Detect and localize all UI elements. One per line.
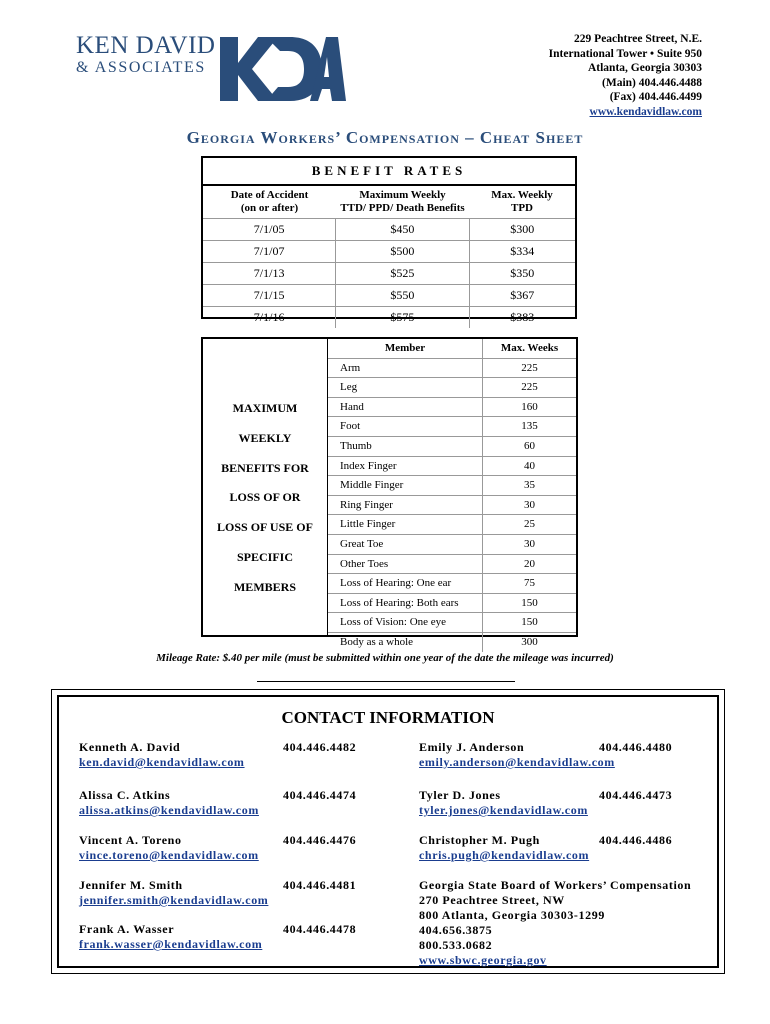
contact-name: Emily J. Anderson	[419, 740, 525, 754]
table-row: Middle Finger 35	[328, 476, 576, 496]
specific-members-table	[201, 337, 578, 648]
contact-phone: 404.446.4476	[283, 833, 357, 847]
benefit-rates-column-headers	[203, 186, 575, 218]
kda-logo-icon	[218, 33, 346, 103]
col-tpd-header: Max. Weekly TPD	[491, 189, 553, 214]
contact-email-link[interactable]: alissa.atkins@kendavidlaw.com	[79, 803, 259, 817]
members-side-label: MAXIMUM WEEKLY BENEFITS FOR LOSS OF OR LOSS OF USE OF SPECIFIC MEMBERS	[203, 339, 328, 635]
contact-email-link[interactable]: frank.wasser@kendavidlaw.com	[79, 937, 263, 951]
table-row: Body as a whole 300	[328, 633, 576, 652]
contact-email-link[interactable]: emily.anderson@kendavidlaw.com	[419, 755, 615, 769]
table-row: Ring Finger 30	[328, 496, 576, 516]
contact-email-link[interactable]: vince.toreno@kendavidlaw.com	[79, 848, 259, 862]
table-row: Little Finger 25	[328, 515, 576, 535]
contact-name: Christopher M. Pugh	[419, 833, 540, 847]
table-row: Loss of Vision: One eye 150	[328, 613, 576, 633]
table-row: 7/1/15 $550 $367	[203, 285, 575, 307]
mileage-rate-note: Mileage Rate: $.40 per mile (must be submitted within one year of the date the mileage was incurred)	[156, 652, 614, 664]
contact-name: Kenneth A. David	[79, 740, 181, 754]
logo-name: KEN DAVID	[76, 32, 216, 59]
table-row: 7/1/07 $500 $334	[203, 241, 575, 263]
contact-phone: 404.446.4478	[283, 922, 357, 936]
page-title: Georgia Workers’ Compensation – Cheat Sheet	[186, 128, 584, 147]
table-row: Hand 160	[328, 398, 576, 418]
table-row: 7/1/16 $575 $383	[203, 307, 575, 328]
col-ttd-header: Maximum Weekly TTD/ PPD/ Death Benefits	[340, 189, 465, 214]
table-row: Arm 225	[328, 359, 576, 379]
address-city: Atlanta, Georgia 30303	[587, 62, 702, 74]
contact-phone: 404.446.4473	[599, 788, 673, 802]
contact-email-link[interactable]: tyler.jones@kendavidlaw.com	[419, 803, 588, 817]
table-row: Loss of Hearing: Both ears 150	[328, 594, 576, 614]
contact-name: Jennifer M. Smith	[79, 878, 183, 892]
table-row: Great Toe 30	[328, 535, 576, 555]
contact-name: Vincent A. Toreno	[79, 833, 182, 847]
board-name: Georgia State Board of Workers’ Compensation	[419, 878, 692, 892]
contact-phone: 404.446.4474	[283, 788, 357, 802]
table-row: 7/1/05 $450 $300	[203, 219, 575, 241]
contact-phone: 404.446.4486	[599, 833, 673, 847]
col-date-header: Date of Accident (on or after)	[230, 189, 309, 214]
contact-email-link[interactable]: chris.pugh@kendavidlaw.com	[419, 848, 590, 862]
contact-name: Tyler D. Jones	[419, 788, 501, 802]
contact-name: Frank A. Wasser	[79, 922, 175, 936]
divider	[257, 681, 515, 682]
logo-associates: & ASSOCIATES	[76, 59, 206, 76]
board-phone: 404.656.3875	[419, 923, 493, 937]
firm-logo-text	[76, 34, 216, 78]
table-row: Other Toes 20	[328, 555, 576, 575]
address-fax: (Fax) 404.446.4499	[609, 91, 702, 103]
contact-email-link[interactable]: ken.david@kendavidlaw.com	[79, 755, 245, 769]
contact-phone: 404.446.4482	[283, 740, 357, 754]
board-website-link[interactable]: www.sbwc.georgia.gov	[419, 953, 547, 967]
address-tower: International Tower • Suite 950	[548, 47, 702, 60]
firm-address	[549, 32, 702, 119]
contact-email-link[interactable]: jennifer.smith@kendavidlaw.com	[79, 893, 269, 907]
address-main-phone: (Main) 404.446.4488	[602, 76, 702, 89]
benefit-rates-heading: BENEFIT RATES	[203, 158, 575, 186]
firm-website-link[interactable]: www.kendavidlaw.com	[589, 105, 702, 118]
address-street: 229 Peachtree Street, N.E.	[574, 33, 702, 45]
contact-name: Alissa C. Atkins	[79, 788, 171, 802]
table-row: Index Finger 40	[328, 457, 576, 477]
table-row: Thumb 60	[328, 437, 576, 457]
board-city: 800 Atlanta, Georgia 30303-1299	[419, 908, 605, 922]
contact-phone: 404.446.4481	[283, 878, 357, 892]
contact-information-box	[51, 689, 725, 974]
benefit-rates-table	[201, 156, 577, 324]
table-row: Leg 225	[328, 378, 576, 398]
table-row: Foot 135	[328, 417, 576, 437]
table-row: 7/1/13 $525 $350	[203, 263, 575, 285]
board-street: 270 Peachtree Street, NW	[419, 893, 565, 907]
members-column-headers: Member Max. Weeks	[328, 339, 576, 359]
contact-phone: 404.446.4480	[599, 740, 673, 754]
board-phone-tollfree: 800.533.0682	[419, 938, 493, 952]
contact-title: CONTACT INFORMATION	[281, 708, 495, 727]
table-row: Loss of Hearing: One ear 75	[328, 574, 576, 594]
